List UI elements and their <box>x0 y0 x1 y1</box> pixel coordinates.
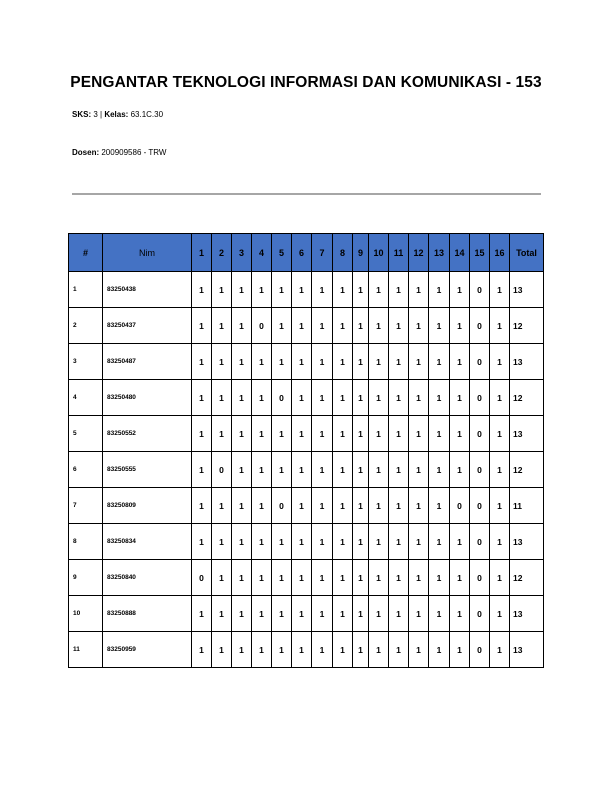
session-mark: 1 <box>450 416 470 452</box>
session-mark: 1 <box>389 560 409 596</box>
session-mark: 1 <box>490 272 510 308</box>
session-mark: 1 <box>409 524 429 560</box>
session-mark: 1 <box>212 380 232 416</box>
session-mark: 1 <box>272 452 292 488</box>
session-mark: 1 <box>252 488 272 524</box>
session-mark: 1 <box>429 524 450 560</box>
table-row <box>69 524 544 560</box>
session-mark: 1 <box>312 632 333 668</box>
session-mark: 1 <box>490 524 510 560</box>
session-mark: 1 <box>409 452 429 488</box>
total-count: 11 <box>510 488 544 524</box>
session-mark: 1 <box>212 416 232 452</box>
row-number: 1 <box>69 272 103 308</box>
session-mark: 1 <box>212 560 232 596</box>
session-mark: 1 <box>192 452 212 488</box>
row-number: 5 <box>69 416 103 452</box>
session-mark: 1 <box>369 632 389 668</box>
session-mark: 1 <box>389 272 409 308</box>
session-mark: 0 <box>470 272 490 308</box>
session-mark: 1 <box>490 380 510 416</box>
session-mark: 1 <box>490 452 510 488</box>
session-mark: 1 <box>490 488 510 524</box>
column-header: 5 <box>272 234 292 272</box>
table-row <box>69 560 544 596</box>
session-mark: 1 <box>252 380 272 416</box>
table-row <box>69 344 544 380</box>
session-mark: 1 <box>232 416 252 452</box>
session-mark: 1 <box>192 344 212 380</box>
table-row <box>69 272 544 308</box>
session-mark: 1 <box>333 308 353 344</box>
session-mark: 1 <box>252 560 272 596</box>
session-mark: 1 <box>369 524 389 560</box>
session-mark: 1 <box>353 380 369 416</box>
session-mark: 1 <box>272 272 292 308</box>
session-mark: 1 <box>369 380 389 416</box>
session-mark: 1 <box>212 272 232 308</box>
session-mark: 1 <box>232 272 252 308</box>
session-mark: 1 <box>192 416 212 452</box>
session-mark: 1 <box>192 308 212 344</box>
row-number: 6 <box>69 452 103 488</box>
session-mark: 1 <box>450 596 470 632</box>
session-mark: 1 <box>490 560 510 596</box>
session-mark: 1 <box>429 488 450 524</box>
session-mark: 1 <box>252 452 272 488</box>
session-mark: 1 <box>369 560 389 596</box>
total-count: 12 <box>510 560 544 596</box>
session-mark: 1 <box>409 308 429 344</box>
session-mark: 1 <box>369 272 389 308</box>
session-mark: 0 <box>450 488 470 524</box>
total-count: 13 <box>510 632 544 668</box>
dosen-label: Dosen: <box>72 148 100 157</box>
session-mark: 1 <box>353 272 369 308</box>
session-mark: 1 <box>252 272 272 308</box>
session-mark: 1 <box>490 416 510 452</box>
session-mark: 1 <box>429 416 450 452</box>
row-number: 9 <box>69 560 103 596</box>
session-mark: 1 <box>490 344 510 380</box>
row-number: 7 <box>69 488 103 524</box>
session-mark: 1 <box>429 596 450 632</box>
session-mark: 0 <box>252 308 272 344</box>
session-mark: 1 <box>232 380 252 416</box>
row-number: 11 <box>69 632 103 668</box>
session-mark: 1 <box>353 560 369 596</box>
session-mark: 1 <box>409 344 429 380</box>
column-header: 14 <box>450 234 470 272</box>
session-mark: 1 <box>252 596 272 632</box>
table-row <box>69 596 544 632</box>
session-mark: 1 <box>192 632 212 668</box>
column-header: 8 <box>333 234 353 272</box>
session-mark: 1 <box>252 632 272 668</box>
table-row <box>69 632 544 668</box>
session-mark: 1 <box>292 308 312 344</box>
student-nim: 83250809 <box>103 488 192 524</box>
session-mark: 0 <box>470 452 490 488</box>
session-mark: 1 <box>292 344 312 380</box>
column-header: 9 <box>353 234 369 272</box>
session-mark: 1 <box>192 524 212 560</box>
session-mark: 1 <box>272 632 292 668</box>
session-mark: 1 <box>292 488 312 524</box>
session-mark: 1 <box>292 596 312 632</box>
session-mark: 1 <box>292 452 312 488</box>
session-mark: 1 <box>312 380 333 416</box>
session-mark: 1 <box>232 488 252 524</box>
session-mark: 1 <box>369 308 389 344</box>
session-mark: 1 <box>369 344 389 380</box>
table-row <box>69 452 544 488</box>
session-mark: 1 <box>490 596 510 632</box>
student-nim: 83250552 <box>103 416 192 452</box>
session-mark: 1 <box>389 488 409 524</box>
session-mark: 1 <box>490 308 510 344</box>
session-mark: 1 <box>429 344 450 380</box>
session-mark: 1 <box>212 632 232 668</box>
session-mark: 1 <box>389 596 409 632</box>
session-mark: 1 <box>333 452 353 488</box>
column-header: 15 <box>470 234 490 272</box>
session-mark: 1 <box>252 416 272 452</box>
session-mark: 1 <box>409 632 429 668</box>
kelas-value: 63.1C.30 <box>128 110 164 119</box>
session-mark: 1 <box>409 380 429 416</box>
session-mark: 1 <box>389 524 409 560</box>
dosen-value: 200909586 - TRW <box>99 148 167 157</box>
session-mark: 1 <box>333 416 353 452</box>
session-mark: 1 <box>192 596 212 632</box>
student-nim: 83250834 <box>103 524 192 560</box>
page-title: PENGANTAR TEKNOLOGI INFORMASI DAN KOMUNIKASI - 153 <box>70 74 542 91</box>
session-mark: 1 <box>312 344 333 380</box>
session-mark: 1 <box>353 416 369 452</box>
row-number: 4 <box>69 380 103 416</box>
session-mark: 1 <box>429 452 450 488</box>
session-mark: 1 <box>212 308 232 344</box>
session-mark: 1 <box>272 344 292 380</box>
column-header: 16 <box>490 234 510 272</box>
session-mark: 1 <box>490 632 510 668</box>
session-mark: 0 <box>470 596 490 632</box>
session-mark: 1 <box>409 560 429 596</box>
session-mark: 1 <box>409 488 429 524</box>
session-mark: 1 <box>353 596 369 632</box>
session-mark: 0 <box>470 344 490 380</box>
column-header: 6 <box>292 234 312 272</box>
session-mark: 1 <box>252 524 272 560</box>
session-mark: 1 <box>212 344 232 380</box>
session-mark: 0 <box>470 308 490 344</box>
session-mark: 1 <box>333 560 353 596</box>
session-mark: 1 <box>333 344 353 380</box>
student-nim: 83250487 <box>103 344 192 380</box>
session-mark: 1 <box>353 344 369 380</box>
session-mark: 1 <box>272 560 292 596</box>
session-mark: 1 <box>389 632 409 668</box>
column-header: 13 <box>429 234 450 272</box>
student-nim: 83250840 <box>103 560 192 596</box>
column-header: 1 <box>192 234 212 272</box>
session-mark: 1 <box>333 524 353 560</box>
session-mark: 1 <box>369 488 389 524</box>
session-mark: 1 <box>429 560 450 596</box>
session-mark: 1 <box>369 452 389 488</box>
table-row <box>69 488 544 524</box>
student-nim: 83250480 <box>103 380 192 416</box>
header-row <box>69 234 544 272</box>
column-header: 3 <box>232 234 252 272</box>
session-mark: 1 <box>232 452 252 488</box>
column-header: 10 <box>369 234 389 272</box>
column-header: 11 <box>389 234 409 272</box>
column-header: 2 <box>212 234 232 272</box>
total-count: 13 <box>510 524 544 560</box>
total-count: 12 <box>510 452 544 488</box>
session-mark: 1 <box>212 524 232 560</box>
session-mark: 1 <box>292 272 312 308</box>
table-row <box>69 308 544 344</box>
session-mark: 0 <box>272 380 292 416</box>
session-mark: 1 <box>232 524 252 560</box>
session-mark: 0 <box>192 560 212 596</box>
column-header: 12 <box>409 234 429 272</box>
session-mark: 1 <box>333 632 353 668</box>
session-mark: 0 <box>470 488 490 524</box>
session-mark: 1 <box>429 272 450 308</box>
session-mark: 1 <box>333 488 353 524</box>
session-mark: 1 <box>353 488 369 524</box>
column-header: 7 <box>312 234 333 272</box>
divider <box>72 193 541 195</box>
session-mark: 1 <box>292 632 312 668</box>
session-mark: 1 <box>232 560 252 596</box>
session-mark: 1 <box>212 488 232 524</box>
attendance-table <box>68 233 544 668</box>
session-mark: 0 <box>212 452 232 488</box>
student-nim: 83250437 <box>103 308 192 344</box>
session-mark: 1 <box>272 524 292 560</box>
kelas-label: Kelas: <box>104 110 129 119</box>
session-mark: 1 <box>353 452 369 488</box>
session-mark: 1 <box>312 416 333 452</box>
session-mark: 1 <box>232 632 252 668</box>
session-mark: 0 <box>470 380 490 416</box>
session-mark: 1 <box>272 308 292 344</box>
session-mark: 1 <box>292 416 312 452</box>
session-mark: 1 <box>192 272 212 308</box>
session-mark: 1 <box>312 596 333 632</box>
session-mark: 1 <box>369 596 389 632</box>
row-number: 10 <box>69 596 103 632</box>
session-mark: 1 <box>450 560 470 596</box>
session-mark: 1 <box>429 308 450 344</box>
total-count: 12 <box>510 308 544 344</box>
session-mark: 1 <box>272 416 292 452</box>
session-mark: 1 <box>450 452 470 488</box>
session-mark: 1 <box>389 380 409 416</box>
row-number: 3 <box>69 344 103 380</box>
session-mark: 1 <box>389 416 409 452</box>
course-info <box>72 110 163 119</box>
table-row <box>69 416 544 452</box>
row-number: 2 <box>69 308 103 344</box>
lecturer-info <box>72 148 166 157</box>
session-mark: 1 <box>450 272 470 308</box>
student-nim: 83250438 <box>103 272 192 308</box>
sks-label: SKS: <box>72 110 92 119</box>
session-mark: 1 <box>333 272 353 308</box>
total-count: 12 <box>510 380 544 416</box>
session-mark: 1 <box>292 380 312 416</box>
column-header: 4 <box>252 234 272 272</box>
student-nim: 83250888 <box>103 596 192 632</box>
session-mark: 1 <box>450 524 470 560</box>
total-count: 13 <box>510 416 544 452</box>
session-mark: 1 <box>409 416 429 452</box>
session-mark: 1 <box>312 308 333 344</box>
session-mark: 1 <box>333 380 353 416</box>
session-mark: 0 <box>470 524 490 560</box>
table-body <box>69 272 544 668</box>
session-mark: 1 <box>353 308 369 344</box>
column-header: # <box>69 234 103 272</box>
session-mark: 1 <box>389 344 409 380</box>
total-count: 13 <box>510 272 544 308</box>
total-count: 13 <box>510 596 544 632</box>
row-number: 8 <box>69 524 103 560</box>
session-mark: 0 <box>470 560 490 596</box>
session-mark: 1 <box>312 524 333 560</box>
session-mark: 0 <box>470 632 490 668</box>
column-header: Total <box>510 234 544 272</box>
total-count: 13 <box>510 344 544 380</box>
session-mark: 1 <box>192 488 212 524</box>
session-mark: 1 <box>429 632 450 668</box>
column-header: Nim <box>103 234 192 272</box>
session-mark: 1 <box>312 488 333 524</box>
session-mark: 1 <box>312 452 333 488</box>
session-mark: 1 <box>272 596 292 632</box>
session-mark: 1 <box>232 596 252 632</box>
session-mark: 1 <box>450 344 470 380</box>
session-mark: 1 <box>450 380 470 416</box>
session-mark: 1 <box>409 272 429 308</box>
session-mark: 1 <box>252 344 272 380</box>
session-mark: 1 <box>389 308 409 344</box>
session-mark: 1 <box>353 632 369 668</box>
session-mark: 1 <box>232 308 252 344</box>
table-header <box>69 234 544 272</box>
sks-value: 3 | <box>91 110 105 119</box>
session-mark: 1 <box>353 524 369 560</box>
session-mark: 1 <box>389 452 409 488</box>
session-mark: 0 <box>470 416 490 452</box>
session-mark: 1 <box>192 380 212 416</box>
session-mark: 1 <box>429 380 450 416</box>
session-mark: 1 <box>292 560 312 596</box>
table-row <box>69 380 544 416</box>
session-mark: 1 <box>450 308 470 344</box>
student-nim: 83250555 <box>103 452 192 488</box>
session-mark: 1 <box>409 596 429 632</box>
session-mark: 1 <box>292 524 312 560</box>
student-nim: 83250959 <box>103 632 192 668</box>
session-mark: 0 <box>272 488 292 524</box>
session-mark: 1 <box>212 596 232 632</box>
session-mark: 1 <box>232 344 252 380</box>
session-mark: 1 <box>450 632 470 668</box>
session-mark: 1 <box>333 596 353 632</box>
session-mark: 1 <box>312 272 333 308</box>
session-mark: 1 <box>369 416 389 452</box>
session-mark: 1 <box>312 560 333 596</box>
